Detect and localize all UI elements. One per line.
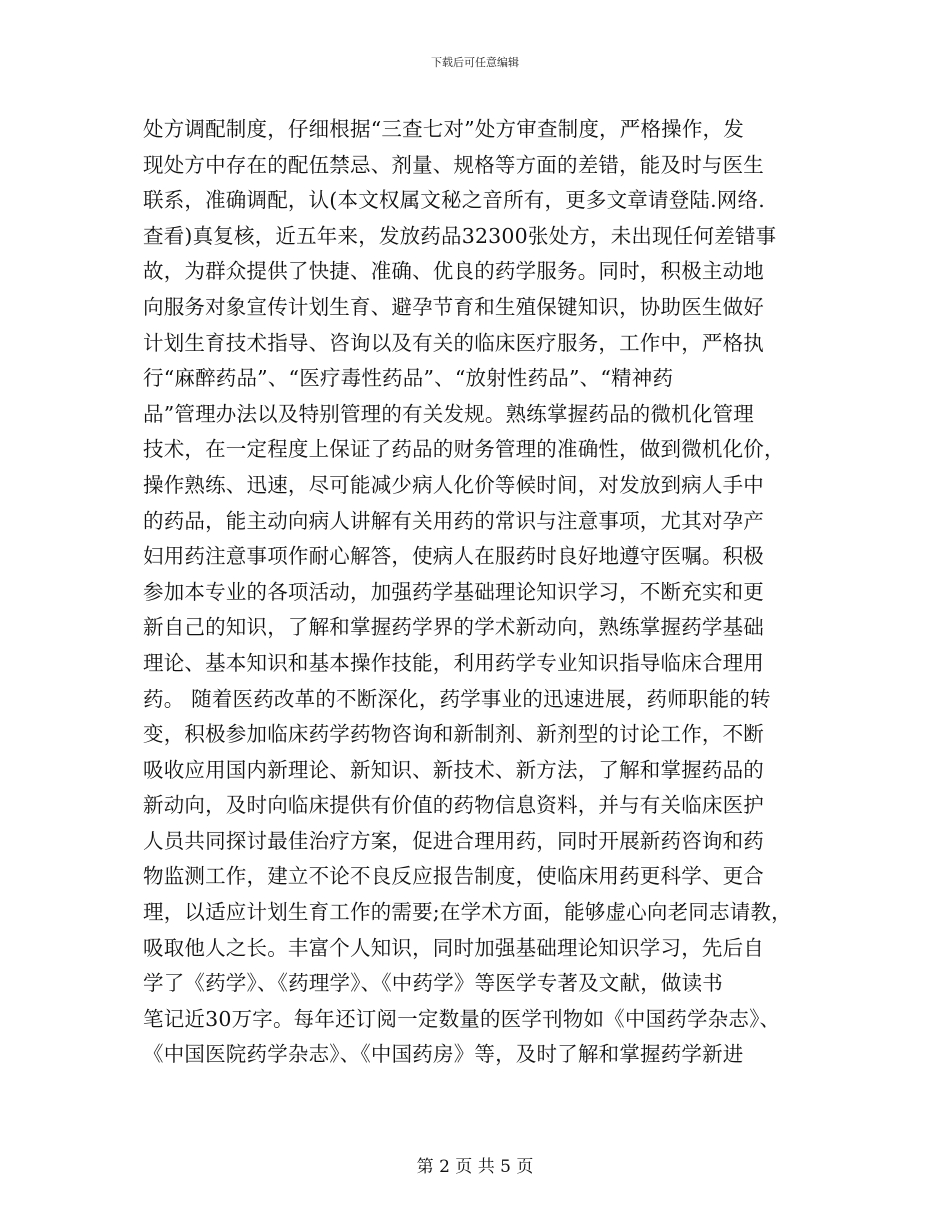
- body-line: 吸取他人之长。丰富个人知识，同时加强基础理论知识学习，先后自: [143, 935, 764, 960]
- body-line: 查看)真复核，近五年来，发放药品32300张处方，未出现任何差错事: [143, 223, 777, 248]
- body-line: 行“麻醉药品”、“医疗毒性药品”、“放射性药品”、“精神药: [143, 366, 674, 391]
- page-footer: 第 2 页 共 5 页: [416, 1157, 534, 1177]
- body-line: 妇用药注意事项作耐心解答，使病人在服药时良好地遵守医嘱。积极: [143, 544, 764, 569]
- body-line: 人员共同探讨最佳治疗方案，促进合理用药，同时开展新药咨询和药: [143, 828, 764, 853]
- body-line: 物监测工作，建立不论不良反应报告制度，使临床用药更科学、更合: [143, 864, 764, 889]
- body-line: 的药品，能主动向病人讲解有关用药的常识与注意事项，尤其对孕产: [143, 508, 764, 533]
- body-line: 药。 随着医药改革的不断深化，药学事业的迅速进展，药师职能的转: [143, 686, 771, 711]
- body-line: 技术，在一定程度上保证了药品的财务管理的准确性，做到微机化价，: [143, 437, 785, 462]
- body-line: 现处方中存在的配伍禁忌、剂量、规格等方面的差错，能及时与医生: [143, 152, 764, 177]
- body-line: 理，以适应计划生育工作的需要;在学术方面，能够虚心向老同志请教，: [143, 900, 792, 925]
- body-line: 计划生育技术指导、咨询以及有关的临床医疗服务，工作中，严格执: [143, 330, 764, 355]
- body-line: 操作熟练、迅速，尽可能减少病人化价等候时间，对发放到病人手中: [143, 472, 764, 497]
- body-line: 吸收应用国内新理论、新知识、新技术、新方法，了解和掌握药品的: [143, 757, 764, 782]
- body-line: 理论、基本知识和基本操作技能，利用药学专业知识指导临床合理用: [143, 650, 764, 675]
- body-line: 《中国医院药学杂志》、《中国药房》等，及时了解和掌握药学新进: [143, 1042, 744, 1067]
- body-line: 联系，准确调配，认(本文权属文秘之音所有，更多文章请登陆.网络.: [143, 188, 765, 213]
- body-line: 向服务对象宣传计划生育、避孕节育和生殖保键知识，协助医生做好: [143, 294, 764, 319]
- body-line: 学了《药学》、《药理学》、《中药学》等医学专著及文献，做读书: [143, 971, 723, 996]
- body-line: 处方调配制度，仔细根据“三查七对”处方审查制度，严格操作，发: [143, 117, 744, 141]
- body-line: 故，为群众提供了快捷、准确、优良的药学服务。同时，积极主动地: [143, 259, 764, 284]
- body-line: 变，积极参加临床药学药物咨询和新制剂、新剂型的讨论工作，不断: [143, 722, 764, 747]
- body-line: 新自己的知识，了解和掌握药学界的学术新动向，熟练掌握药学基础: [143, 615, 764, 640]
- document-body: [143, 112, 813, 1073]
- page-header: 下载后可任意编辑: [431, 56, 519, 69]
- body-line: 品”管理办法以及特别管理的有关发规。熟练掌握药品的微机化管理: [143, 401, 754, 426]
- body-line: 参加本专业的各项活动，加强药学基础理论知识学习，不断充实和更: [143, 579, 764, 604]
- body-line: 新动向，及时向临床提供有价值的药物信息资料，并与有关临床医护: [143, 793, 764, 818]
- body-line: 笔记近30万字。每年还订阅一定数量的医学刊物如《中国药学杂志》、: [143, 1006, 781, 1031]
